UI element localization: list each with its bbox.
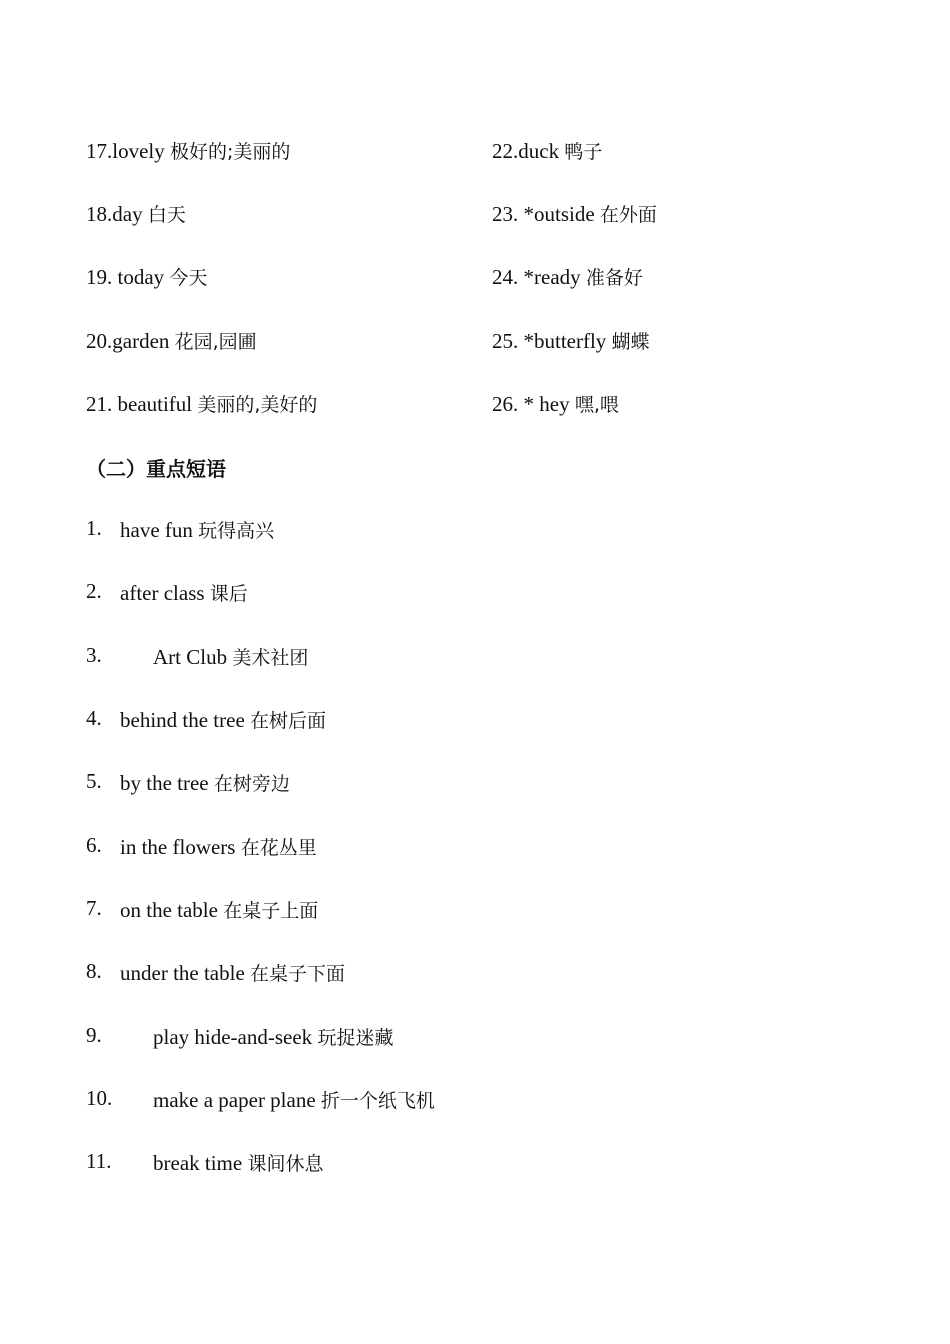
phrase-english: have fun	[120, 518, 199, 542]
phrase-english: under the table	[120, 961, 251, 985]
phrase-item	[86, 896, 886, 926]
phrase-number: 7.	[86, 896, 102, 920]
phrase-number: 1.	[86, 516, 102, 540]
vocab-english: 18.day	[86, 202, 148, 226]
vocab-english: 23. *outside	[492, 202, 600, 226]
vocab-item	[492, 263, 643, 290]
vocab-english: 19. today	[86, 265, 170, 289]
vocab-item	[492, 327, 650, 354]
phrase-item	[86, 579, 886, 609]
phrase-item	[86, 959, 886, 989]
phrase-english: make a paper plane	[153, 1088, 321, 1112]
section-heading: （二）重点短语	[86, 457, 226, 481]
vocab-english: 17.lovely	[86, 139, 170, 163]
vocab-row	[0, 263, 950, 293]
phrase-item	[86, 1023, 886, 1053]
phrase-chinese: 在桌子下面	[250, 963, 346, 985]
phrase-chinese: 课间休息	[247, 1153, 324, 1175]
vocab-row	[0, 200, 950, 230]
phrase-chinese: 玩得高兴	[198, 520, 275, 542]
phrase-number: 11.	[86, 1149, 112, 1173]
vocab-chinese: 美丽的,美好的	[197, 394, 318, 416]
phrase-chinese: 在花丛里	[240, 837, 317, 859]
vocab-chinese: 今天	[169, 267, 208, 289]
phrase-english: break time	[153, 1151, 248, 1175]
phrase-item	[86, 1086, 886, 1116]
phrase-number: 4.	[86, 706, 102, 730]
phrase-item	[86, 516, 886, 546]
phrase-chinese: 在树旁边	[213, 773, 290, 795]
phrase-number: 6.	[86, 833, 102, 857]
phrase-chinese: 在树后面	[250, 710, 327, 732]
phrase-item	[86, 706, 886, 736]
phrase-chinese: 在桌子上面	[223, 900, 319, 922]
vocab-row	[0, 327, 950, 357]
vocab-chinese: 准备好	[585, 267, 643, 289]
vocab-chinese: 白天	[147, 204, 186, 226]
vocab-chinese: 花园,园圃	[174, 331, 257, 353]
vocab-english: 20.garden	[86, 329, 175, 353]
vocab-english: 22.duck	[492, 139, 565, 163]
phrase-english: by the tree	[120, 771, 214, 795]
vocab-item	[492, 390, 619, 417]
phrase-number: 2.	[86, 579, 102, 603]
phrase-chinese: 折一个纸飞机	[320, 1090, 435, 1112]
vocab-chinese: 极好的;美丽的	[170, 141, 291, 163]
phrase-english: play hide-and-seek	[153, 1025, 318, 1049]
phrase-item	[86, 1149, 886, 1179]
vocab-item	[492, 137, 602, 164]
vocab-chinese: 嘿,喂	[574, 394, 619, 416]
phrase-chinese: 玩捉迷藏	[317, 1027, 394, 1049]
phrase-number: 5.	[86, 769, 102, 793]
vocab-chinese: 蝴蝶	[611, 331, 650, 353]
phrase-item	[86, 769, 886, 799]
vocab-item	[86, 137, 290, 164]
vocab-english: 25. *butterfly	[492, 329, 612, 353]
vocab-row	[0, 390, 950, 420]
vocab-english: 26. * hey	[492, 392, 575, 416]
vocab-english: 21. beautiful	[86, 392, 198, 416]
phrase-english: Art Club	[153, 645, 233, 669]
vocab-item	[492, 200, 657, 227]
vocab-item	[86, 390, 317, 417]
phrase-english: on the table	[120, 898, 224, 922]
phrase-chinese: 美术社团	[232, 647, 309, 669]
vocab-chinese: 鸭子	[564, 141, 603, 163]
phrase-english: behind the tree	[120, 708, 251, 732]
vocab-item	[86, 200, 186, 227]
phrase-item	[86, 833, 886, 863]
phrase-number: 3.	[86, 643, 102, 667]
vocab-row	[0, 137, 950, 167]
vocab-item	[86, 327, 257, 354]
vocab-english: 24. *ready	[492, 265, 586, 289]
phrase-number: 10.	[86, 1086, 113, 1110]
phrase-english: in the flowers	[120, 835, 241, 859]
phrase-chinese: 课后	[209, 583, 248, 605]
vocab-item	[86, 263, 207, 290]
phrase-number: 8.	[86, 959, 102, 983]
phrase-english: after class	[120, 581, 210, 605]
vocab-chinese: 在外面	[599, 204, 657, 226]
phrase-item	[86, 643, 886, 673]
phrase-number: 9.	[86, 1023, 102, 1047]
